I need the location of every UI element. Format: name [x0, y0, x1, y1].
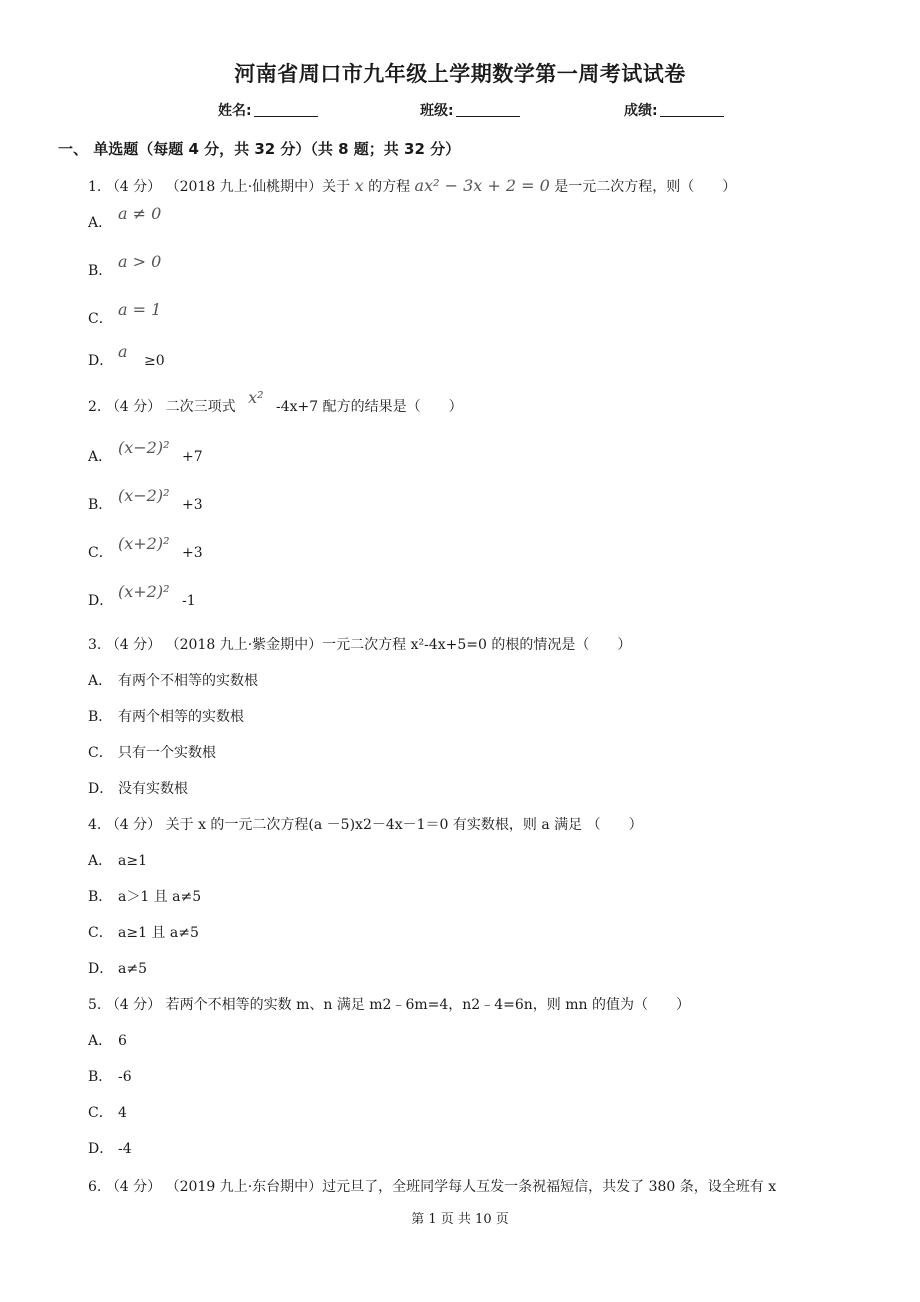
option-text: a≠5 [118, 961, 147, 977]
name-field[interactable] [218, 100, 318, 120]
option-a[interactable] [88, 204, 162, 232]
option-text: 4 [118, 1105, 127, 1121]
question-number: 5. [88, 997, 102, 1013]
class-field[interactable] [420, 100, 520, 120]
class-label: 班级: [420, 103, 454, 119]
math-equation: ax² − 3x + 2 = 0 [414, 176, 550, 195]
math-variable: x [354, 176, 364, 195]
question-4 [88, 814, 643, 834]
question-score: （4 分） [105, 817, 162, 833]
question-text: 的方程 [368, 179, 411, 195]
option-math: (x−2)² [118, 486, 170, 505]
question-text: （2019 九上·东台期中）过元旦了，全班同学每人互发一条祝福短信，共发了 380 条，设全班有 x [165, 1179, 777, 1195]
section-heading: 一、 单选题（每题 4 分，共 32 分）（共 8 题；共 32 分） [58, 140, 461, 158]
option-b[interactable] [88, 706, 244, 726]
name-blank[interactable] [254, 102, 318, 117]
option-math: a [118, 342, 128, 361]
option-math: a > 0 [118, 252, 162, 271]
option-c[interactable] [88, 742, 216, 762]
name-label: 姓名: [218, 103, 252, 119]
option-letter: A． [88, 1033, 113, 1049]
question-score: （4 分） [105, 637, 162, 653]
option-text: a＞1 且 a≠5 [118, 889, 202, 905]
option-letter: C． [88, 545, 113, 561]
question-text: 是一元二次方程，则（ ） [554, 179, 737, 195]
question-2 [88, 388, 463, 416]
question-score: （4 分） [105, 179, 162, 195]
question-5 [88, 994, 690, 1014]
option-d[interactable] [88, 1138, 132, 1158]
question-score: （4 分） [105, 1179, 162, 1195]
option-a[interactable] [88, 850, 147, 870]
question-text: 二次三项式 [165, 399, 236, 415]
option-math: (x−2)² [118, 438, 170, 457]
option-letter: D． [88, 593, 114, 609]
option-text: -4 [118, 1141, 132, 1157]
option-text: 没有实数根 [118, 781, 188, 797]
option-letter: D． [88, 353, 114, 369]
option-d[interactable] [88, 958, 147, 978]
option-letter: B． [88, 497, 113, 513]
option-b[interactable] [88, 252, 162, 280]
option-letter: C． [88, 745, 113, 761]
option-letter: C． [88, 1105, 113, 1121]
option-c[interactable] [88, 300, 162, 328]
question-number: 4. [88, 817, 102, 833]
option-text: a≥1 [118, 853, 147, 869]
option-text: 6 [118, 1033, 127, 1049]
question-score: （4 分） [105, 997, 162, 1013]
page-footer: 第 1 页 共 10 页 [411, 1212, 509, 1227]
option-d[interactable] [88, 778, 188, 798]
score-field[interactable] [624, 100, 724, 120]
page-title: 河南省周口市九年级上学期数学第一周考试试卷 [234, 62, 686, 86]
option-d[interactable] [88, 582, 196, 610]
option-c[interactable] [88, 922, 199, 942]
option-c[interactable] [88, 1102, 127, 1122]
option-text: -6 [118, 1069, 132, 1085]
question-1 [88, 176, 736, 196]
question-3 [88, 634, 631, 654]
option-a[interactable] [88, 1030, 127, 1050]
option-letter: A． [88, 673, 113, 689]
option-letter: A． [88, 449, 113, 465]
option-a[interactable] [88, 670, 258, 690]
option-text: +7 [181, 449, 203, 465]
student-info-row [0, 100, 920, 124]
option-letter: B． [88, 263, 113, 279]
option-math: a = 1 [118, 300, 162, 319]
question-text: （2018 九上·紫金期中）一元二次方程 x²-4x+5=0 的根的情况是（ ） [165, 637, 632, 653]
option-letter: B． [88, 889, 113, 905]
option-letter: C． [88, 925, 113, 941]
score-label: 成绩: [624, 103, 658, 119]
question-text: （2018 九上·仙桃期中）关于 [165, 179, 351, 195]
question-number: 6. [88, 1179, 102, 1195]
option-text: 有两个相等的实数根 [118, 709, 244, 725]
class-blank[interactable] [456, 102, 520, 117]
question-6 [88, 1176, 776, 1196]
option-text: 只有一个实数根 [118, 745, 216, 761]
option-c[interactable] [88, 534, 203, 562]
option-letter: A． [88, 853, 113, 869]
score-blank[interactable] [660, 102, 724, 117]
option-math: a ≠ 0 [118, 204, 162, 223]
option-letter: D． [88, 1141, 114, 1157]
option-math: (x+2)² [118, 534, 170, 553]
question-text: 若两个不相等的实数 m、n 满足 m2﹣6m=4，n2﹣4=6n，则 mn 的值为（ ） [165, 997, 690, 1013]
option-b[interactable] [88, 1066, 132, 1086]
math-variable: x² [248, 388, 264, 407]
question-number: 1. [88, 179, 102, 195]
question-number: 3. [88, 637, 102, 653]
option-text: 有两个不相等的实数根 [118, 673, 258, 689]
option-text: +3 [181, 545, 203, 561]
option-text: ≥0 [144, 353, 165, 369]
question-score: （4 分） [105, 399, 162, 415]
option-b[interactable] [88, 886, 201, 906]
option-letter: D． [88, 961, 114, 977]
option-b[interactable] [88, 486, 203, 514]
option-text: a≥1 且 a≠5 [118, 925, 199, 941]
option-letter: C． [88, 311, 113, 327]
option-letter: A． [88, 215, 113, 231]
option-letter: B． [88, 709, 113, 725]
option-text: -1 [181, 593, 196, 609]
option-letter: B． [88, 1069, 113, 1085]
question-number: 2. [88, 399, 102, 415]
option-math: (x+2)² [118, 582, 170, 601]
option-a[interactable] [88, 438, 203, 466]
option-d[interactable] [88, 342, 165, 370]
option-letter: D． [88, 781, 114, 797]
option-text: +3 [181, 497, 203, 513]
question-text: 关于 x 的一元二次方程(a －5)x2－4x－1＝0 有实数根，则 a 满足 （ ） [165, 817, 643, 833]
question-text: -4x+7 配方的结果是（ ） [275, 399, 463, 415]
